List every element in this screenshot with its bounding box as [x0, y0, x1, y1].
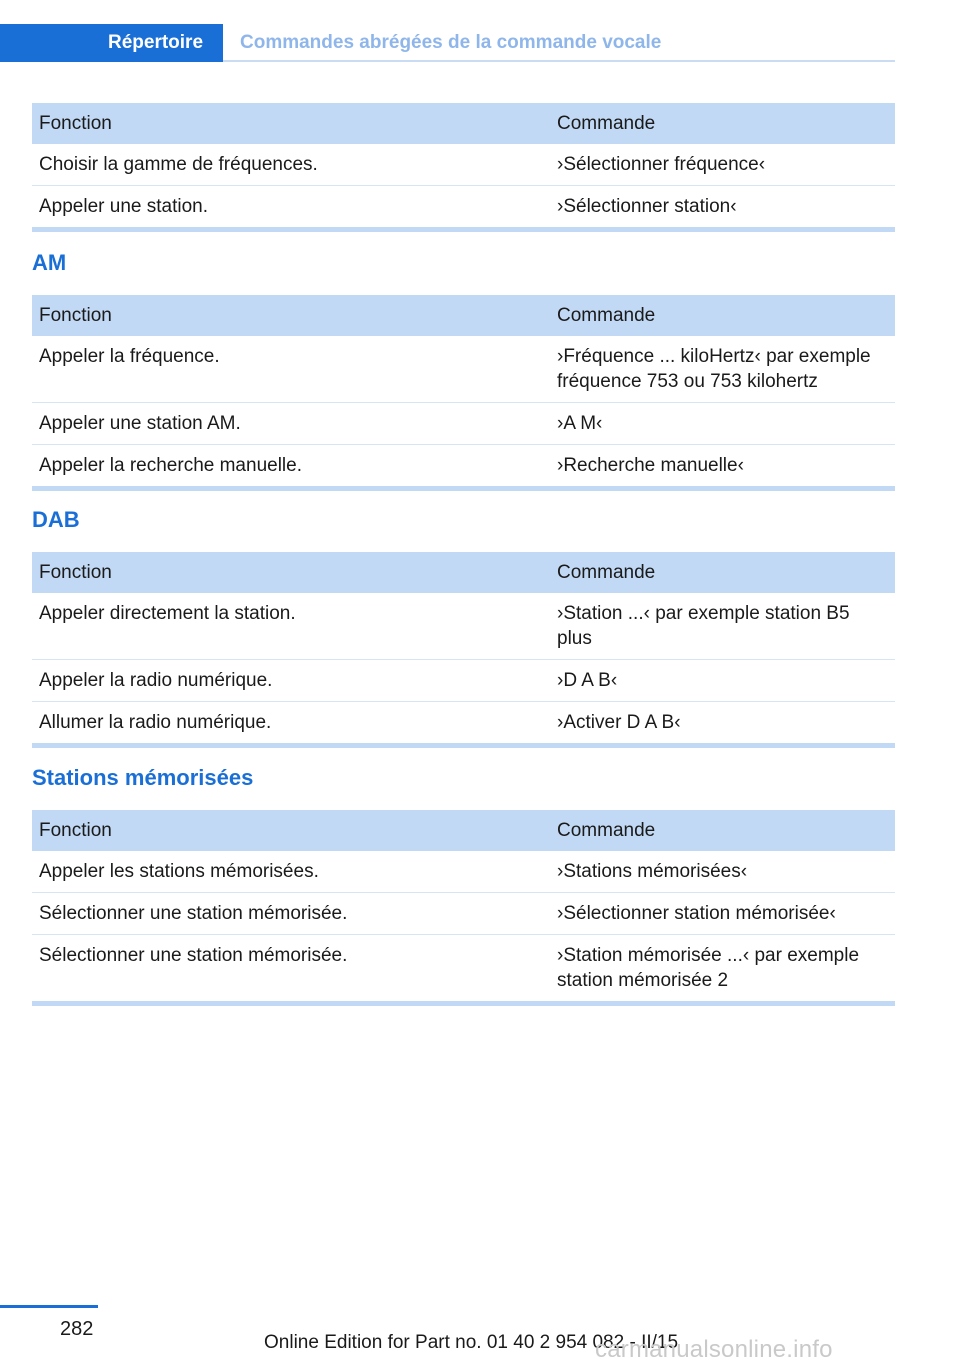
- column-header-commande: Commande: [557, 113, 656, 134]
- table-header-row: [32, 295, 895, 336]
- function-cell: Appeler une station AM.: [39, 413, 241, 434]
- function-cell: Choisir la gamme de fréquences.: [39, 154, 318, 175]
- column-header-commande: Commande: [557, 305, 656, 326]
- table-header-row: [32, 103, 895, 144]
- function-cell: Appeler la radio numérique.: [39, 670, 273, 691]
- table-row: [32, 593, 895, 660]
- command-cell: ›Station mémorisée ...‹ par exemple station mémorisée 2: [557, 945, 860, 991]
- table-presets: [32, 810, 895, 1006]
- table-row: [32, 144, 895, 186]
- function-cell: Appeler les stations mémorisées.: [39, 861, 319, 882]
- command-cell: ›D A B‹: [557, 670, 618, 691]
- command-cell: ›Fréquence ... kiloHertz‹ par exemple fréquence 753 ou 753 kilohertz: [557, 346, 871, 392]
- table-row: [32, 660, 895, 702]
- column-header-commande: Commande: [557, 820, 656, 841]
- table-end-rule: [32, 227, 895, 232]
- section-title-am: AM: [32, 250, 67, 275]
- table-row: [32, 403, 895, 445]
- table-am: [32, 295, 895, 491]
- command-cell: ›A M‹: [557, 413, 603, 434]
- watermark: carmanualsonline.info: [595, 1336, 833, 1363]
- function-cell: Sélectionner une station mémorisée.: [39, 945, 348, 966]
- function-cell: Sélectionner une station mémorisée.: [39, 903, 348, 924]
- command-cell: ›Activer D A B‹: [557, 712, 681, 733]
- column-header-fonction: Fonction: [39, 820, 112, 841]
- table-header-row: [32, 552, 895, 593]
- section-title-dab: DAB: [32, 507, 80, 532]
- function-cell: Allumer la radio numérique.: [39, 712, 272, 733]
- command-cell: ›Recherche manuelle‹: [557, 455, 744, 476]
- column-header-commande: Commande: [557, 562, 656, 583]
- edition-note: Online Edition for Part no. 01 40 2 954 082 - II/15: [264, 1332, 679, 1353]
- section-title-presets: Stations mémorisées: [32, 765, 254, 790]
- table-row: [32, 336, 895, 403]
- page-header: [0, 24, 895, 62]
- column-header-fonction: Fonction: [39, 305, 112, 326]
- command-cell: ›Stations mémorisées‹: [557, 861, 748, 882]
- table-fm: [32, 103, 895, 232]
- function-cell: Appeler directement la station.: [39, 603, 296, 624]
- header-section-title[interactable]: Commandes abrégées de la commande vocale: [240, 32, 662, 53]
- command-cell: ›Sélectionner station‹: [557, 196, 737, 217]
- table-row: [32, 935, 895, 1002]
- footer-rule: [0, 1305, 98, 1308]
- command-cell: ›Sélectionner station mémorisée‹: [557, 903, 836, 924]
- command-cell: ›Sélectionner fréquence‹: [557, 154, 766, 175]
- function-cell: Appeler la fréquence.: [39, 346, 220, 367]
- table-header-row: [32, 810, 895, 851]
- column-header-fonction: Fonction: [39, 562, 112, 583]
- table-end-rule: [32, 1001, 895, 1006]
- command-cell: ›Station ...‹ par exemple station B5 plus: [557, 603, 850, 649]
- table-end-rule: [32, 486, 895, 491]
- table-row: [32, 893, 895, 935]
- function-cell: Appeler la recherche manuelle.: [39, 455, 302, 476]
- table-dab: [32, 552, 895, 748]
- function-cell: Appeler une station.: [39, 196, 209, 217]
- header-rule: [223, 60, 895, 62]
- header-tab-repertoire[interactable]: Répertoire: [0, 24, 223, 62]
- table-row: [32, 851, 895, 893]
- table-end-rule: [32, 743, 895, 748]
- table-row: [32, 702, 895, 744]
- table-row: [32, 186, 895, 228]
- table-row: [32, 445, 895, 487]
- page-number: 282: [60, 1318, 94, 1340]
- column-header-fonction: Fonction: [39, 113, 112, 134]
